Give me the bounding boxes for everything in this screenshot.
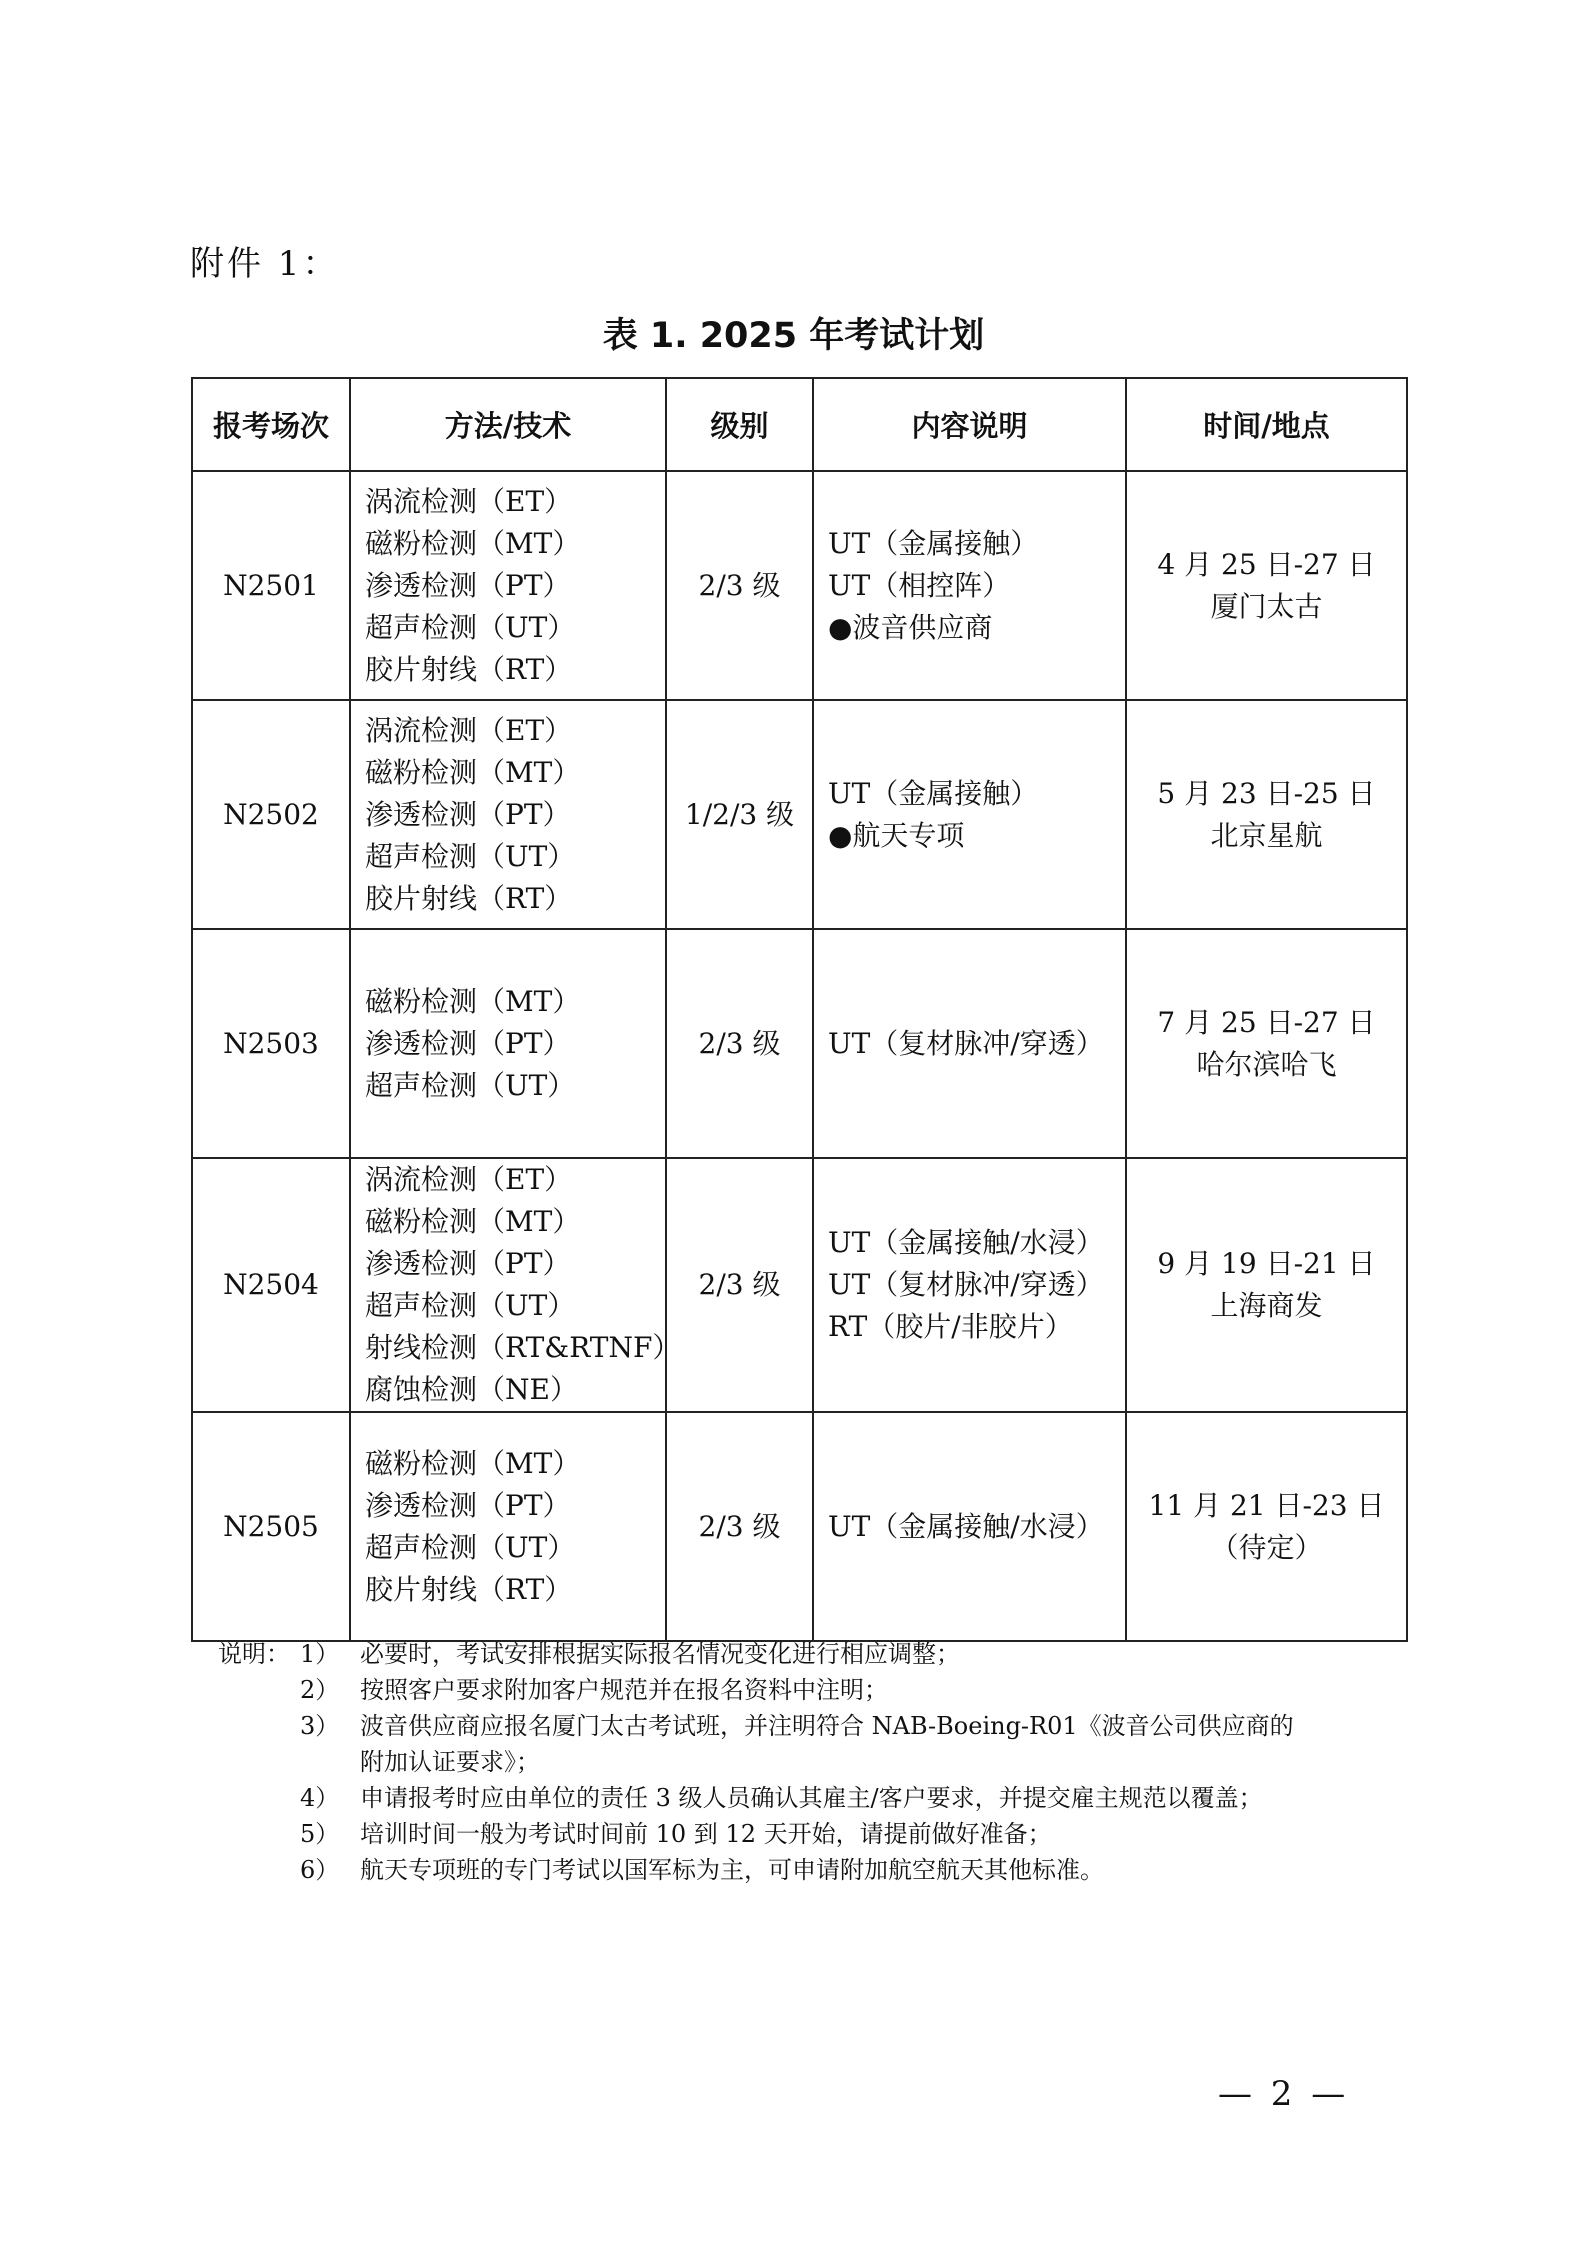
content-item: UT（金属接触/水浸） [828, 1226, 1104, 1259]
level-cell [666, 1158, 813, 1412]
table-row [192, 471, 1407, 700]
exam-date: 4 月 25 日-27 日 [1157, 547, 1376, 581]
method-item: 磁粉检测（MT） [365, 1446, 581, 1480]
note-text: 培训时间一般为考试时间前 10 到 12 天开始，请提前做好准备； [360, 1820, 1052, 1848]
session-cell [192, 471, 350, 700]
time-place-cell [1126, 1412, 1407, 1641]
header-time-place: 时间/地点 [1126, 378, 1407, 471]
method-item: 胶片射线（RT） [365, 652, 573, 686]
method-item: 涡流检测（ET） [365, 1163, 573, 1196]
table-header-row [192, 378, 1407, 471]
content-item: UT（相控阵） [828, 568, 1011, 602]
time-place-cell [1126, 929, 1407, 1158]
method-item: 渗透检测（PT） [365, 1247, 571, 1280]
content-item: UT（复材脉冲/穿透） [828, 1268, 1104, 1301]
note-line [218, 1636, 1418, 1672]
session-cell [192, 1158, 350, 1412]
exam-place: （待定） [1210, 1530, 1323, 1564]
note-line [218, 1672, 1418, 1708]
methods-cell [350, 929, 666, 1158]
method-item: 超声检测（UT） [365, 839, 576, 873]
header-session: 报考场次 [192, 378, 350, 471]
note-number: 3） [300, 1712, 340, 1740]
level-value: 2/3 级 [698, 1509, 781, 1543]
session-id: N2502 [223, 797, 319, 831]
method-item: 渗透检测（PT） [365, 1488, 571, 1522]
note-line [218, 1708, 1418, 1744]
time-place-cell [1126, 1158, 1407, 1412]
exam-place: 哈尔滨哈飞 [1196, 1047, 1337, 1081]
note-text: 申请报考时应由单位的责任 3 级人员确认其雇主/客户要求，并提交雇主规范以覆盖； [360, 1784, 1263, 1812]
session-id: N2504 [223, 1268, 319, 1301]
note-number: 5） [300, 1820, 340, 1848]
note-text: 附加认证要求》； [360, 1748, 540, 1776]
notes-section [218, 1636, 1418, 1888]
method-item: 磁粉检测（MT） [365, 526, 581, 560]
exam-place: 上海商发 [1210, 1289, 1323, 1322]
note-text: 按照客户要求附加客户规范并在报名资料中注明； [360, 1676, 888, 1704]
table-row [192, 1412, 1407, 1641]
method-item: 渗透检测（PT） [365, 1026, 571, 1060]
content-cell [813, 1412, 1126, 1641]
session-id: N2503 [223, 1026, 319, 1060]
methods-cell [350, 1158, 681, 1412]
page-number: — 2 — [1218, 2074, 1350, 2114]
table-title: 表 1. 2025 年考试计划 [602, 316, 985, 356]
content-item: UT（金属接触） [828, 526, 1039, 560]
content-item: ●航天专项 [828, 818, 965, 852]
method-item: 涡流检测（ET） [365, 484, 573, 518]
session-id: N2501 [223, 568, 319, 602]
time-place-cell [1126, 471, 1407, 700]
level-cell [666, 1412, 813, 1641]
header-content: 内容说明 [813, 378, 1126, 471]
exam-date: 11 月 21 日-23 日 [1148, 1488, 1385, 1522]
methods-cell [350, 1412, 666, 1641]
table-body [192, 471, 1407, 1641]
method-item: 涡流检测（ET） [365, 713, 573, 747]
level-cell [666, 929, 813, 1158]
attachment-label: 附件 1： [190, 244, 340, 284]
content-item: RT（胶片/非胶片） [828, 1310, 1073, 1343]
note-line [218, 1852, 1418, 1888]
method-item: 超声检测（UT） [365, 1068, 576, 1102]
header-method: 方法/技术 [350, 378, 666, 471]
session-cell [192, 700, 350, 929]
note-line [218, 1780, 1418, 1816]
note-number: 4） [300, 1784, 340, 1812]
session-id: N2505 [223, 1509, 319, 1543]
note-text: 航天专项班的专门考试以国军标为主，可申请附加航空航天其他标准。 [360, 1856, 1104, 1884]
content-item: UT（金属接触） [828, 776, 1039, 810]
method-item: 超声检测（UT） [365, 1530, 576, 1564]
exam-place: 北京星航 [1210, 818, 1323, 852]
exam-plan-table [191, 377, 1408, 1642]
table-row [192, 929, 1407, 1158]
time-place-cell [1126, 700, 1407, 929]
exam-place: 厦门太古 [1210, 589, 1323, 623]
content-cell [813, 471, 1126, 700]
method-item: 腐蚀检测（NE） [365, 1373, 578, 1406]
content-cell [813, 929, 1126, 1158]
content-item: ●波音供应商 [828, 610, 993, 644]
note-text: 必要时，考试安排根据实际报名情况变化进行相应调整； [360, 1640, 960, 1668]
content-item: UT（金属接触/水浸） [828, 1509, 1104, 1543]
note-number: 6） [300, 1856, 340, 1884]
method-item: 胶片射线（RT） [365, 881, 573, 915]
method-item: 磁粉检测（MT） [365, 984, 581, 1018]
level-value: 1/2/3 级 [684, 797, 795, 831]
level-value: 2/3 级 [698, 1268, 781, 1301]
method-item: 磁粉检测（MT） [365, 1205, 581, 1238]
methods-cell [350, 700, 666, 929]
method-item: 磁粉检测（MT） [365, 755, 581, 789]
content-cell [813, 1158, 1126, 1412]
method-item: 超声检测（UT） [365, 1289, 576, 1322]
method-item: 渗透检测（PT） [365, 797, 571, 831]
methods-cell [350, 471, 666, 700]
level-cell [666, 471, 813, 700]
session-cell [192, 1412, 350, 1641]
exam-date: 7 月 25 日-27 日 [1157, 1005, 1376, 1039]
method-item: 超声检测（UT） [365, 610, 576, 644]
level-value: 2/3 级 [698, 568, 781, 602]
exam-date: 9 月 19 日-21 日 [1157, 1247, 1376, 1280]
note-text: 波音供应商应报名厦门太古考试班，并注明符合 NAB-Boeing-R01《波音公司供应商的 [360, 1712, 1294, 1740]
notes-prefix: 说明： [218, 1640, 290, 1668]
level-value: 2/3 级 [698, 1026, 781, 1060]
content-cell [813, 700, 1126, 929]
method-item: 胶片射线（RT） [365, 1572, 573, 1606]
exam-date: 5 月 23 日-25 日 [1157, 776, 1376, 810]
table-row [192, 1158, 1407, 1412]
note-line [218, 1816, 1418, 1852]
method-item: 渗透检测（PT） [365, 568, 571, 602]
content-item: UT（复材脉冲/穿透） [828, 1026, 1104, 1060]
level-cell [666, 700, 813, 929]
note-number: 1） [300, 1640, 340, 1668]
session-cell [192, 929, 350, 1158]
note-line [218, 1744, 1418, 1780]
header-level: 级别 [666, 378, 813, 471]
note-number: 2） [300, 1676, 340, 1704]
table-row [192, 700, 1407, 929]
method-item: 射线检测（RT&RTNF） [365, 1331, 681, 1364]
